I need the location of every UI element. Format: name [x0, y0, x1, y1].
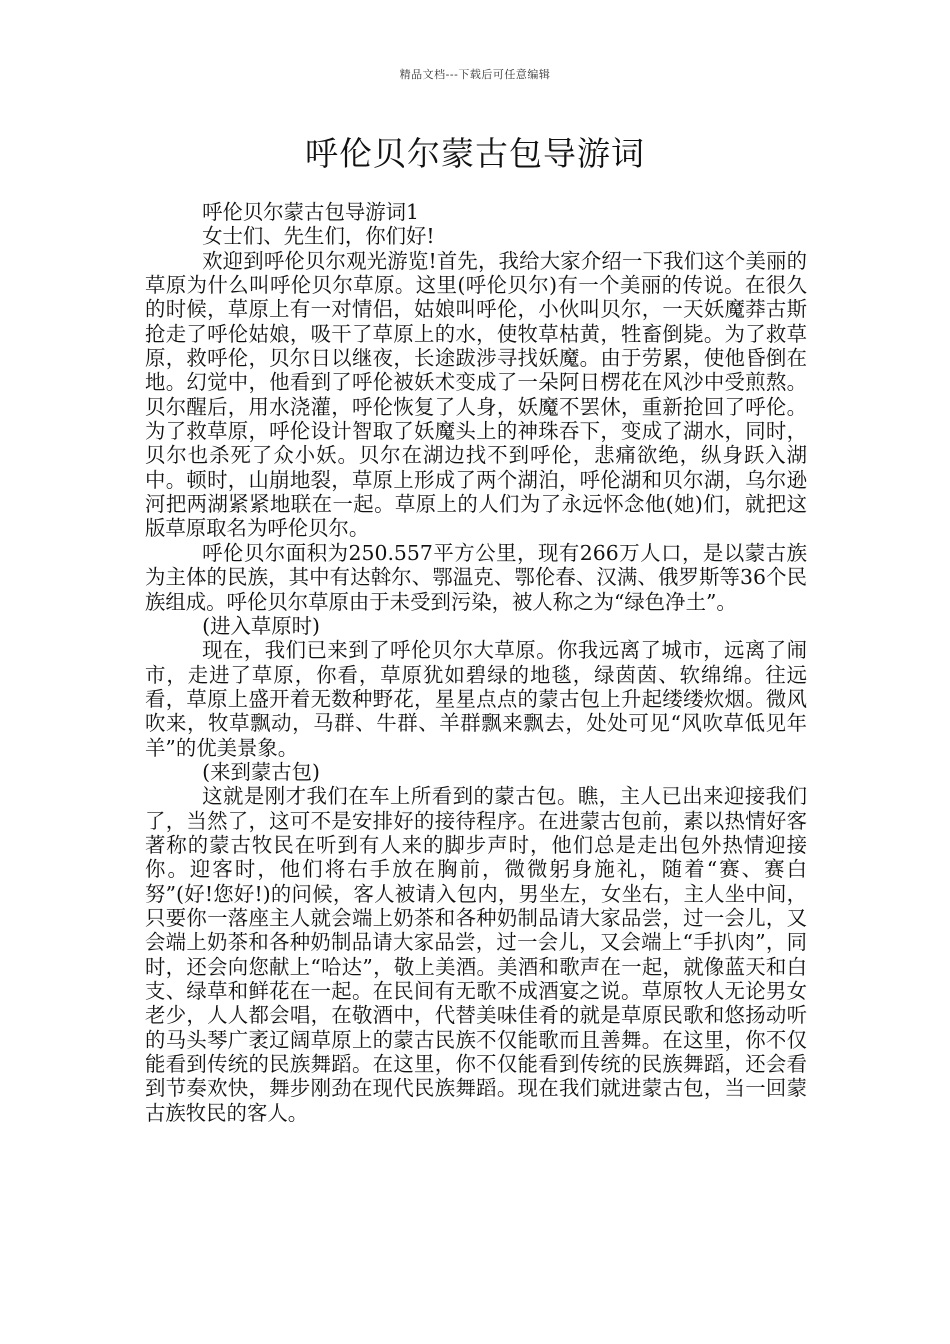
- paragraph-overview: 呼伦贝尔面积为250.557平方公里，现有266万人口，是以蒙古族为主体的民族，其中有达斡尔、鄂温克、鄂伦春、汉满、俄罗斯等36个民族组成。呼伦贝尔草原由于未受到污染，被人称之为“绿色净土”。: [145, 540, 807, 614]
- document-body: [145, 200, 807, 1125]
- paragraph-grassland: 现在，我们已来到了呼伦贝尔大草原。你我远离了城市，远离了闹市，走进了草原，你看，草原犹如碧绿的地毯，绿茵茵、软绵绵。往远看，草原上盛开着无数种野花，星星点点的蒙古包上升起缕缕炊烟。微风吹来，牧草飘动，马群、牛群、羊群飘来飘去，处处可见“风吹草低见年羊”的优美景象。: [145, 638, 807, 760]
- paragraph-subtitle: 呼伦贝尔蒙古包导游词1: [202, 200, 419, 224]
- document-title: 呼伦贝尔蒙古包导游词: [305, 134, 645, 173]
- paragraph-legend: 欢迎到呼伦贝尔观光游览!首先，我给大家介绍一下我们这个美丽的草原为什么叫呼伦贝尔草原。这里(呼伦贝尔)有一个美丽的传说。在很久的时候，草原上有一对情侣，姑娘叫呼伦，小伙叫贝尔，一天妖魔莽古斯抢走了呼伦姑娘，吸干了草原上的水，使牧草枯黄，牲畜倒毙。为了救草原，救呼伦，贝尔日以继夜，长途跋涉寻找妖魔。由于劳累，使他昏倒在地。幻觉中，他看到了呼伦被妖术变成了一朵阿日楞花在风沙中受煎熬。贝尔醒后，用水浇灌，呼伦恢复了人身，妖魔不罢休，重新抢回了呼伦。为了救草原，呼伦设计智取了妖魔头上的神珠吞下，变成了湖水，同时，贝尔也杀死了众小妖。贝尔在湖边找不到呼伦，悲痛欲绝，纵身跃入湖中。顿时，山崩地裂，草原上形成了两个湖泊，呼伦湖和贝尔湖，乌尔逊河把两湖紧紧地联在一起。草原上的人们为了永远怀念他(她)们，就把这版草原取名为呼伦贝尔。: [145, 248, 807, 541]
- paragraph-stage-grassland: (进入草原时): [202, 613, 320, 638]
- header-note: 精品文档---下载后可任意编辑: [399, 68, 551, 81]
- paragraph-stage-yurt: (来到蒙古包): [202, 759, 320, 784]
- paragraph-greeting: 女士们、先生们，你们好!: [202, 224, 435, 249]
- paragraph-yurt: 这就是刚才我们在车上所看到的蒙古包。瞧，主人已出来迎接我们了，当然了，这可不是安排好的接待程序。在进蒙古包前，素以热情好客著称的蒙古牧民在听到有人来的脚步声时，他们总是走出包外热情迎接你。迎客时，他们将右手放在胸前，微微躬身施礼，随着“赛、赛白努”(好!您好!)的问候，客人被请入包内，男坐左，女坐右，主人坐中间，只要你一落座主人就会端上奶茶和各种奶制品请大家品尝，过一会儿，又会端上奶茶和各种奶制品请大家品尝，过一会儿，又会端上“手扒肉”，同时，还会向您献上“哈达”，敬上美酒。美酒和歌声在一起，就像蓝天和白支、绿草和鲜花在一起。在民间有无歌不成酒宴之说。草原牧人无论男女老少，人人都会唱，在敬酒中，代替美味佳肴的就是草原民歌和悠扬动听的马头琴广袤辽阔草原上的蒙古民族不仅能歌而且善舞。在这里，你不仅能看到传统的民族舞蹈。在这里，你不仅能看到传统的民族舞蹈，还会看到节奏欢快，舞步刚劲在现代民族舞蹈。现在我们就进蒙古包，当一回蒙古族牧民的客人。: [145, 784, 807, 1125]
